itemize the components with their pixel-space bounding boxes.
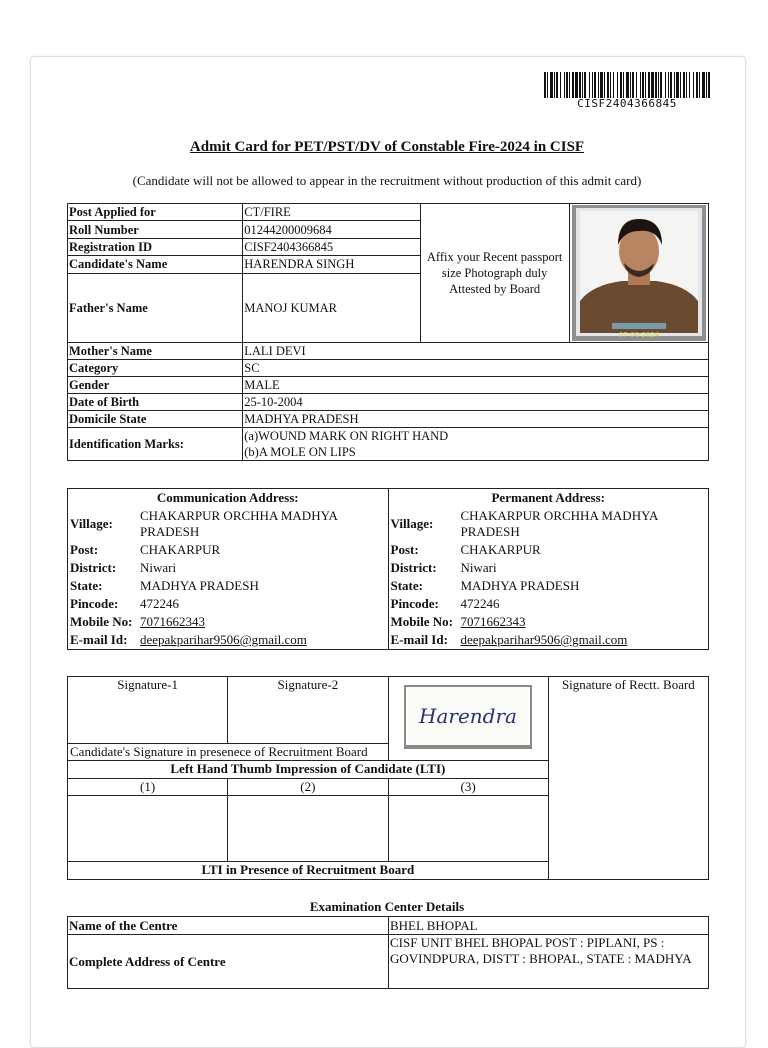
roll-value: 01244200009684 [243, 221, 420, 238]
comm-mobile-label: Mobile No: [70, 614, 133, 629]
comm-email-label: E-mail Id: [70, 632, 128, 647]
comm-post-label: Post: [70, 542, 99, 557]
signed-name: Harendra [419, 704, 518, 728]
exam-centre-table [67, 916, 709, 989]
lti-col-1: (1) [68, 779, 228, 796]
mother-label: Mother's Name [68, 343, 243, 360]
gender-label: Gender [68, 377, 243, 394]
dob-value: 25-10-2004 [243, 394, 709, 411]
comm-village: CHAKARPUR ORCHHA MADHYA PRADESH [140, 508, 338, 539]
rectt-board-signature-box [548, 677, 708, 880]
mother-value: LALI DEVI [243, 343, 709, 360]
candidate-presence-label: Candidate's Signature in presenece of Recruitment Board [68, 744, 389, 761]
reg-value: CISF2404366845 [243, 238, 420, 255]
signature-2-box [228, 677, 388, 744]
comm-pincode: 472246 [140, 596, 179, 611]
rectt-board-label: Signature of Rectt. Board [561, 677, 695, 692]
marks-value [243, 428, 709, 461]
perm-mobile: 7071662343 [460, 614, 526, 629]
comm-mobile: 7071662343 [140, 614, 205, 629]
marks-label: Identification Marks: [68, 428, 243, 461]
exam-centre-heading: Examination Center Details [309, 899, 465, 914]
post-label: Post Applied for [68, 204, 243, 221]
photo-cell [569, 204, 708, 343]
affix-text: Affix your Recent passport size Photograph duly Attested by Board [426, 250, 563, 296]
comm-pincode-label: Pincode: [70, 596, 119, 611]
perm-state-label: State: [390, 578, 423, 593]
candidate-photo [572, 205, 706, 341]
signature-1-box [68, 677, 228, 744]
domicile-value: MADHYA PRADESH [243, 411, 709, 428]
permanent-heading: Permanent Address: [491, 490, 605, 505]
barcode-text: CISF2404366845 [577, 97, 677, 110]
candidate-details-table [67, 203, 709, 461]
name-label: Candidate's Name [68, 256, 243, 273]
comm-district-label: District: [70, 560, 117, 575]
mark-b: (b)A MOLE ON LIPS [244, 445, 356, 459]
signature-1-label: Signature-1 [117, 677, 178, 692]
photo-caption: 07-06-2024 [618, 331, 660, 339]
lti-col-3: (3) [388, 779, 548, 796]
centre-address-label: Complete Address of Centre [68, 935, 389, 989]
mark-a: (a)WOUND MARK ON RIGHT HAND [244, 429, 449, 443]
lti-box-1 [68, 796, 228, 862]
perm-district-label: District: [390, 560, 437, 575]
domicile-label: Domicile State [68, 411, 243, 428]
comm-village-label: Village: [70, 516, 113, 531]
candidate-signature-image [404, 685, 532, 749]
gender-value: MALE [243, 377, 709, 394]
lti-presence-label: LTI in Presence of Recruitment Board [68, 862, 549, 880]
perm-post: CHAKARPUR [460, 542, 541, 557]
father-value: MANOJ KUMAR [243, 273, 420, 343]
comm-state-label: State: [70, 578, 103, 593]
roll-label: Roll Number [68, 221, 243, 238]
perm-pincode-label: Pincode: [390, 596, 439, 611]
centre-address-value: CISF UNIT BHEL BHOPAL POST : PIPLANI, PS : GOVINDPURA, DISTT : BHOPAL, STATE : MADHYA [389, 935, 709, 989]
perm-village-label: Village: [390, 516, 434, 531]
comm-district: Niwari [140, 560, 177, 575]
perm-email: deepakparihar9506@gmail.com [460, 632, 628, 647]
permanent-address [388, 489, 709, 650]
page-subtitle: (Candidate will not be allowed to appear in the recruitment without production of this admit card) [132, 173, 642, 188]
reg-label: Registration ID [68, 238, 243, 255]
lti-box-3 [388, 796, 548, 862]
lti-box-2 [228, 796, 388, 862]
post-value: CT/FIRE [243, 204, 420, 221]
signature-2-label: Signature-2 [277, 677, 339, 692]
candidate-signature-box [388, 677, 548, 761]
perm-village: CHAKARPUR ORCHHA MADHYA PRADESH [460, 508, 658, 539]
perm-email-label: E-mail Id: [390, 632, 448, 647]
communication-heading: Communication Address: [156, 490, 299, 505]
comm-post: CHAKARPUR [140, 542, 221, 557]
lti-heading: Left Hand Thumb Impression of Candidate (LTI) [68, 761, 549, 779]
name-value: HARENDRA SINGH [243, 256, 420, 273]
category-value: SC [243, 360, 709, 377]
communication-address [68, 489, 389, 650]
signature-table [67, 676, 709, 880]
comm-state: MADHYA PRADESH [140, 578, 259, 593]
perm-mobile-label: Mobile No: [390, 614, 453, 629]
address-table [67, 488, 709, 650]
centre-label: Name of the Centre [68, 917, 389, 935]
perm-state: MADHYA PRADESH [460, 578, 580, 593]
category-label: Category [68, 360, 243, 377]
page-title: Admit Card for PET/PST/DV of Constable Fire-2024 in CISF [189, 139, 585, 155]
perm-pincode: 472246 [460, 596, 500, 611]
lti-col-2: (2) [228, 779, 388, 796]
perm-post-label: Post: [390, 542, 419, 557]
father-label: Father's Name [68, 273, 243, 343]
barcode [544, 72, 710, 98]
perm-district: Niwari [460, 560, 497, 575]
dob-label: Date of Birth [68, 394, 243, 411]
affix-photo-note [420, 204, 569, 343]
comm-email: deepakparihar9506@gmail.com [140, 632, 307, 647]
centre-value: BHEL BHOPAL [389, 917, 709, 935]
